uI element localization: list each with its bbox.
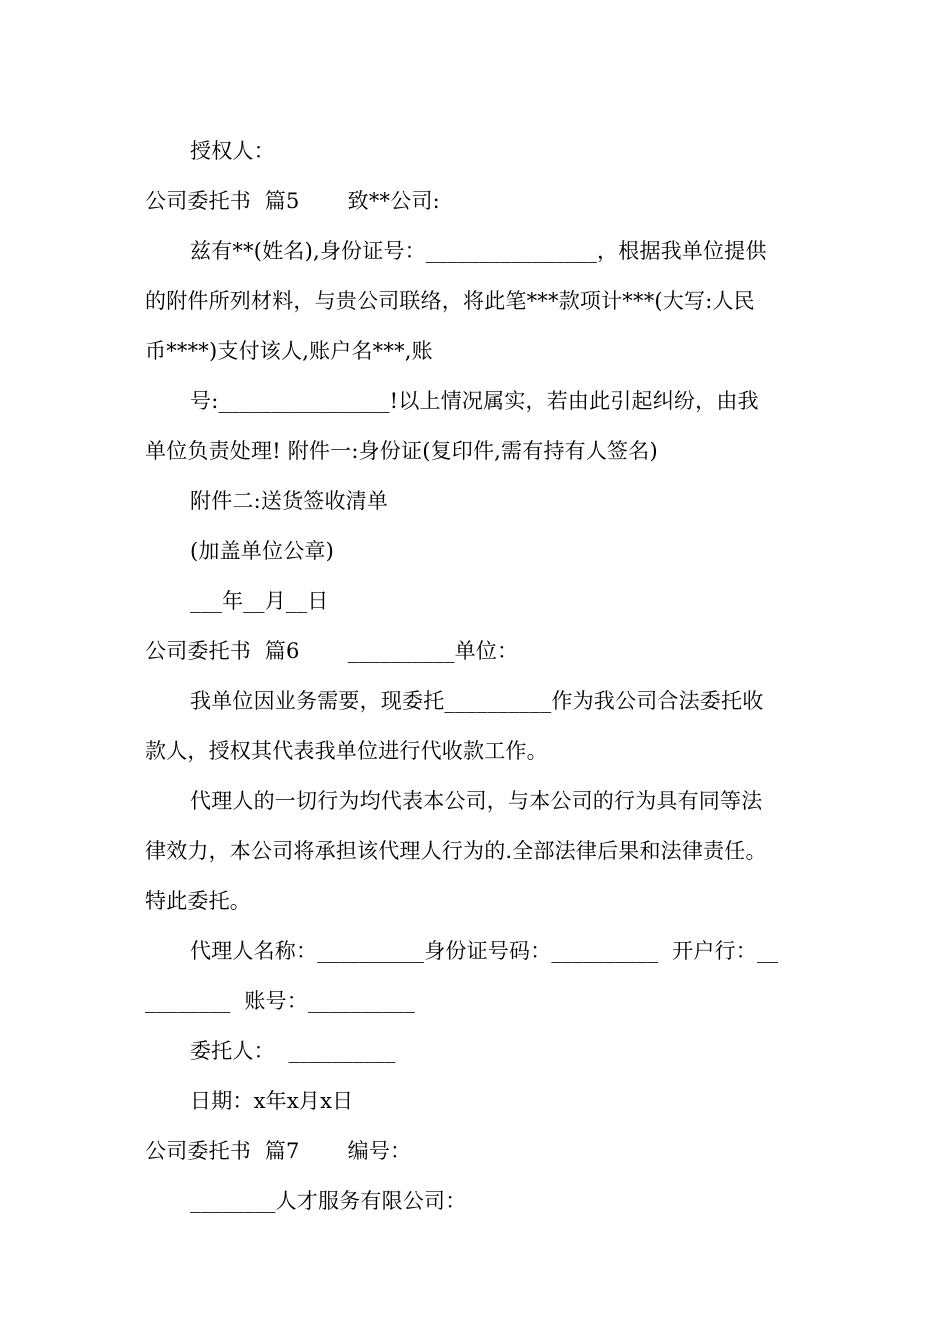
- agent-info-line: 代理人名称：__________身份证号码：__________ 开户行：__: [190, 939, 779, 963]
- body-line: 律效力，本公司将承担该代理人行为的.全部法律后果和法律责任。: [145, 839, 767, 863]
- section-5-heading: 公司委托书 篇5 致**公司:: [145, 189, 440, 213]
- agent-info-line: ________ 账号：__________: [145, 989, 415, 1013]
- recipient-line: ________人才服务有限公司：: [190, 1189, 467, 1213]
- body-line: 特此委托。: [145, 889, 251, 913]
- body-line: 我单位因业务需要，现委托__________作为我公司合法委托收: [190, 689, 764, 713]
- date-line: 日期：x年x月x日: [190, 1089, 354, 1113]
- body-line: 的附件所列材料，与贵公司联络，将此笔***款项计***(大写:人民: [145, 289, 755, 313]
- body-line: 代理人的一切行为均代表本公司，与本公司的行为具有同等法: [190, 789, 763, 813]
- principal-line: 委托人： __________: [190, 1039, 396, 1063]
- authorizer-line: 授权人：: [190, 139, 275, 163]
- date-line: ___年__月__日: [190, 589, 329, 613]
- body-line: 款人，授权其代表我单位进行代收款工作。: [145, 739, 548, 763]
- body-line: 号:________________!以上情况属实，若由此引起纠纷，由我: [190, 389, 759, 413]
- body-line: 单位负责处理! 附件一:身份证(复印件,需有持有人签名): [145, 439, 658, 463]
- seal-line: (加盖单位公章): [190, 539, 334, 563]
- body-line: 币****)支付该人,账户名***,账: [145, 339, 433, 363]
- body-line: 兹有**(姓名),身份证号：________________，根据我单位提供: [190, 239, 767, 263]
- section-7-heading: 公司委托书 篇7 编号：: [145, 1139, 412, 1163]
- attachment-line: 附件二:送货签收清单: [190, 489, 389, 513]
- section-6-heading: 公司委托书 篇6 __________单位：: [145, 639, 519, 663]
